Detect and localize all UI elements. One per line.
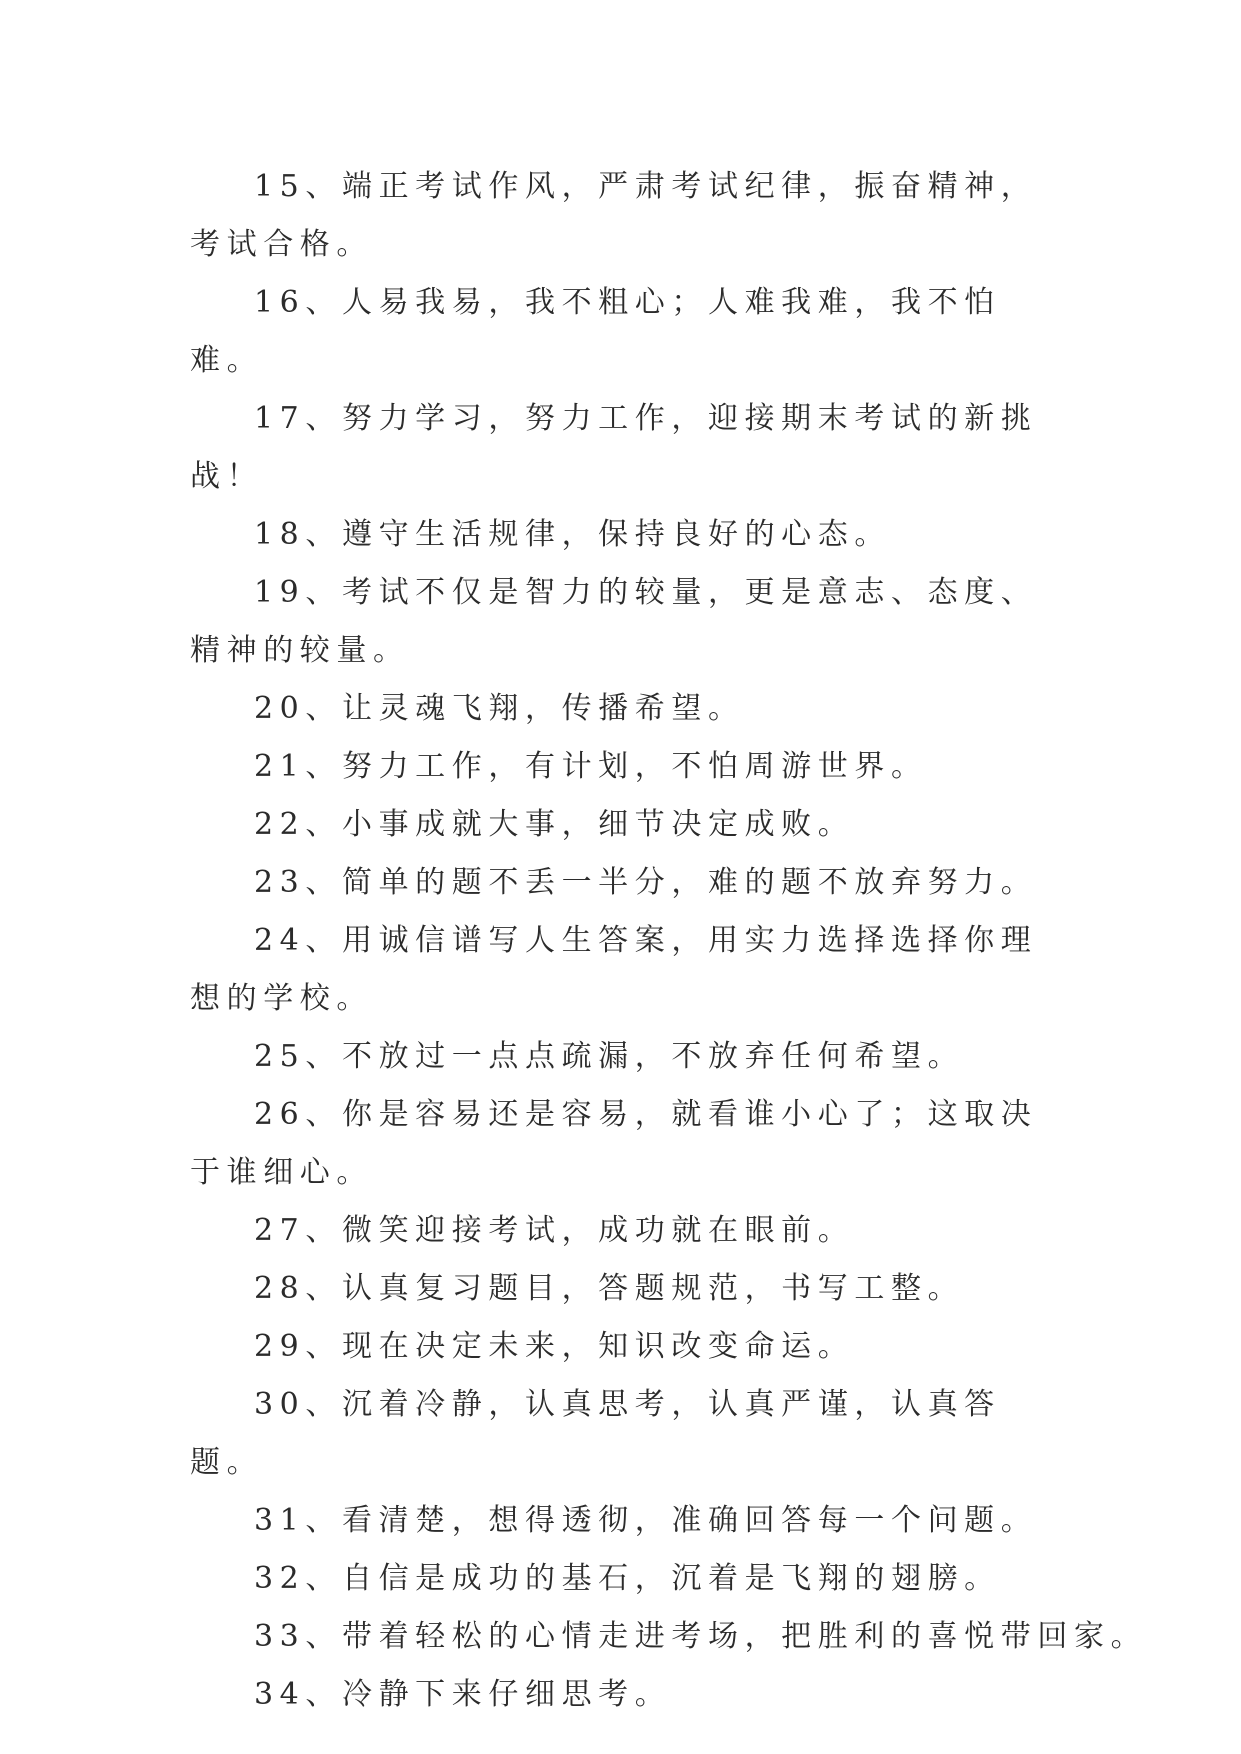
- paragraph-20: 20、让灵魂飞翔，传播希望。: [254, 691, 745, 726]
- paragraph-22: 22、小事成就大事，细节决定成败。: [254, 807, 855, 842]
- document-body: [190, 158, 1148, 1724]
- paragraph-29: 29、现在决定未来，知识改变命运。: [254, 1329, 855, 1364]
- paragraph-34: 34、冷静下来仔细思考。: [254, 1677, 672, 1712]
- paragraph-18: 18、遵守生活规律，保持良好的心态。: [254, 517, 891, 552]
- paragraph-33: 33、带着轻松的心情走进考场，把胜利的喜悦带回家。: [254, 1619, 1148, 1654]
- paragraph-15: 15、端正考试作风，严肃考试纪律，振奋精神，考试合格。: [190, 169, 1038, 262]
- paragraph-23: 23、简单的题不丢一半分，难的题不放弃努力。: [254, 865, 1038, 900]
- paragraph-25: 25、不放过一点点疏漏，不放弃任何希望。: [254, 1039, 965, 1074]
- paragraph-16: 16、人易我易，我不粗心；人难我难，我不怕难。: [190, 285, 1001, 378]
- paragraph-28: 28、认真复习题目，答题规范，书写工整。: [254, 1271, 965, 1306]
- paragraph-31: 31、看清楚，想得透彻，准确回答每一个问题。: [254, 1503, 1038, 1538]
- paragraph-17: 17、努力学习，努力工作，迎接期末考试的新挑战！: [190, 401, 1038, 494]
- paragraph-19: 19、考试不仅是智力的较量，更是意志、态度、精神的较量。: [190, 575, 1038, 668]
- paragraph-27: 27、微笑迎接考试，成功就在眼前。: [254, 1213, 855, 1248]
- paragraph-30: 30、沉着冷静，认真思考，认真严谨，认真答题。: [190, 1387, 1001, 1480]
- paragraph-26: 26、你是容易还是容易，就看谁小心了；这取决于谁细心。: [190, 1097, 1038, 1190]
- paragraph-32: 32、自信是成功的基石，沉着是飞翔的翅膀。: [254, 1561, 1001, 1596]
- paragraph-24: 24、用诚信谱写人生答案，用实力选择选择你理想的学校。: [190, 923, 1038, 1016]
- paragraph-21: 21、努力工作，有计划，不怕周游世界。: [254, 749, 928, 784]
